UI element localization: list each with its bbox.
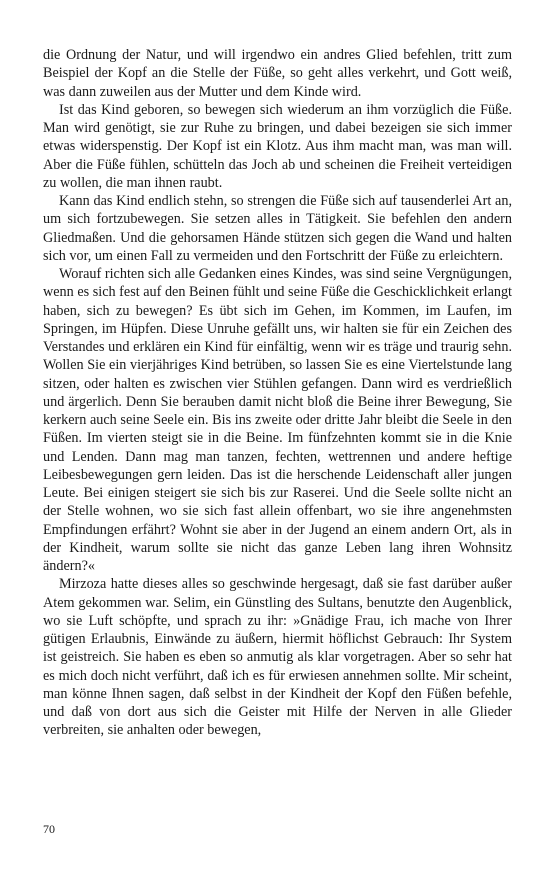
paragraph: Mirzoza hatte dieses alles so geschwinde hergesagt, daß sie fast darüber außer Atem gekommen war. Selim, ein Günstling des Sultans, benutzte den Augenblick, wo sie Luft schöpfte, und sprach zu ihr: »Gnädige Frau, ich mache von Ihrer gütigen Erlaubnis, Einwände zu äußern, hiermit höflichst Gebrauch: Ihr System ist geistreich. Sie haben es eben so anmutig als klar vorgetragen. Aber so sehr hat es mich doch nicht verführt, daß ich es für erwiesen annehmen sollte. Mir scheint, man könne Ihnen sagen, daß selbst in der Kindheit der Kopf den Füßen befehle, und daß von dort aus sich die Geister mit Hilfe der Nerven in alle Glieder verbreiten, sie anhalten oder bewegen, (43, 576, 512, 739)
page-number: 70 (43, 822, 55, 836)
text-block (43, 46, 512, 740)
paragraph-continuation: die Ordnung der Natur, und will irgendwo ein andres Glied befehlen, tritt zum Beispiel der Kopf an die Stelle der Füße, so geht alles verkehrt, und Gott weiß, was dann zuweilen aus der Mutter und dem Kinde wird. (43, 47, 512, 100)
paragraph: Kann das Kind endlich stehn, so strengen die Füße sich auf tausenderlei Art an, um sich fortzubewegen. Sie setzen alles in Tätigkeit. Sie befehlen den andern Gliedmaßen. Und die gehorsamen Hände stützen sich gegen die Wand und halten sich vor, um einen Fall zu vermeiden und den Fortschritt der Füße zu erleichtern. (43, 193, 512, 264)
paragraph: Ist das Kind geboren, so bewegen sich wiederum an ihm vorzüglich die Füße. Man wird genötigt, sie zur Ruhe zu bringen, und dabei bezeigen sie sich immer etwas widerspenstig. Der Kopf ist ein Klotz. Aus ihm macht man, was man will. Aber die Füße fühlen, schütteln das Joch ab und scheinen die Freiheit verteidigen zu wollen, die man ihnen raubt. (43, 101, 512, 191)
paragraph: Worauf richten sich alle Gedanken eines Kindes, was sind seine Vergnügungen, wenn es sich fest auf den Beinen fühlt und seine Füße die Geschicklichkeit erlangt haben, sich zu bewegen? Es übt sich im Gehen, im Kommen, im Laufen, im Springen, im Hüpfen. Diese Unruhe gefällt uns, wir halten sie für ein Zeichen des Verstandes und erklären ein Kind für einfältig, wenn wir es träge und traurig sehn. Wollen Sie ein vierjähriges Kind betrüben, so lassen Sie es eine Viertelstunde lang sitzen, oder halten es zwischen vier Stühlen gefangen. Dann wird es verdrießlich und ärgerlich. Denn Sie berauben damit nicht bloß die Beine ihrer Bewegung, Sie kerkern auch seine Seele ein. Bis ins zweite oder dritte Jahr bleibt die Seele in den Füßen. Im vierten steigt sie in die Beine. Im fünfzehnten kommt sie in die Knie und Lenden. Dann mag man tanzen, fechten, wettrennen und andere heftige Leibesbewegungen gern leiden. Das ist die herschende Leidenschaft aller jungen Leute. Bei einigen steigert sie sich bis zur Raserei. Und die Seele sollte nicht an der Stelle wohnen, wo sie sich fast allein offenbart, wo sie ihre angenehmsten Empfindungen erfährt? Wohnt sie aber in der Jugend an einem andern Ort, als in der Kindheit, warum sollte sie nicht das ganze Leben lang ihren Wohnsitz ändern?« (43, 266, 512, 574)
